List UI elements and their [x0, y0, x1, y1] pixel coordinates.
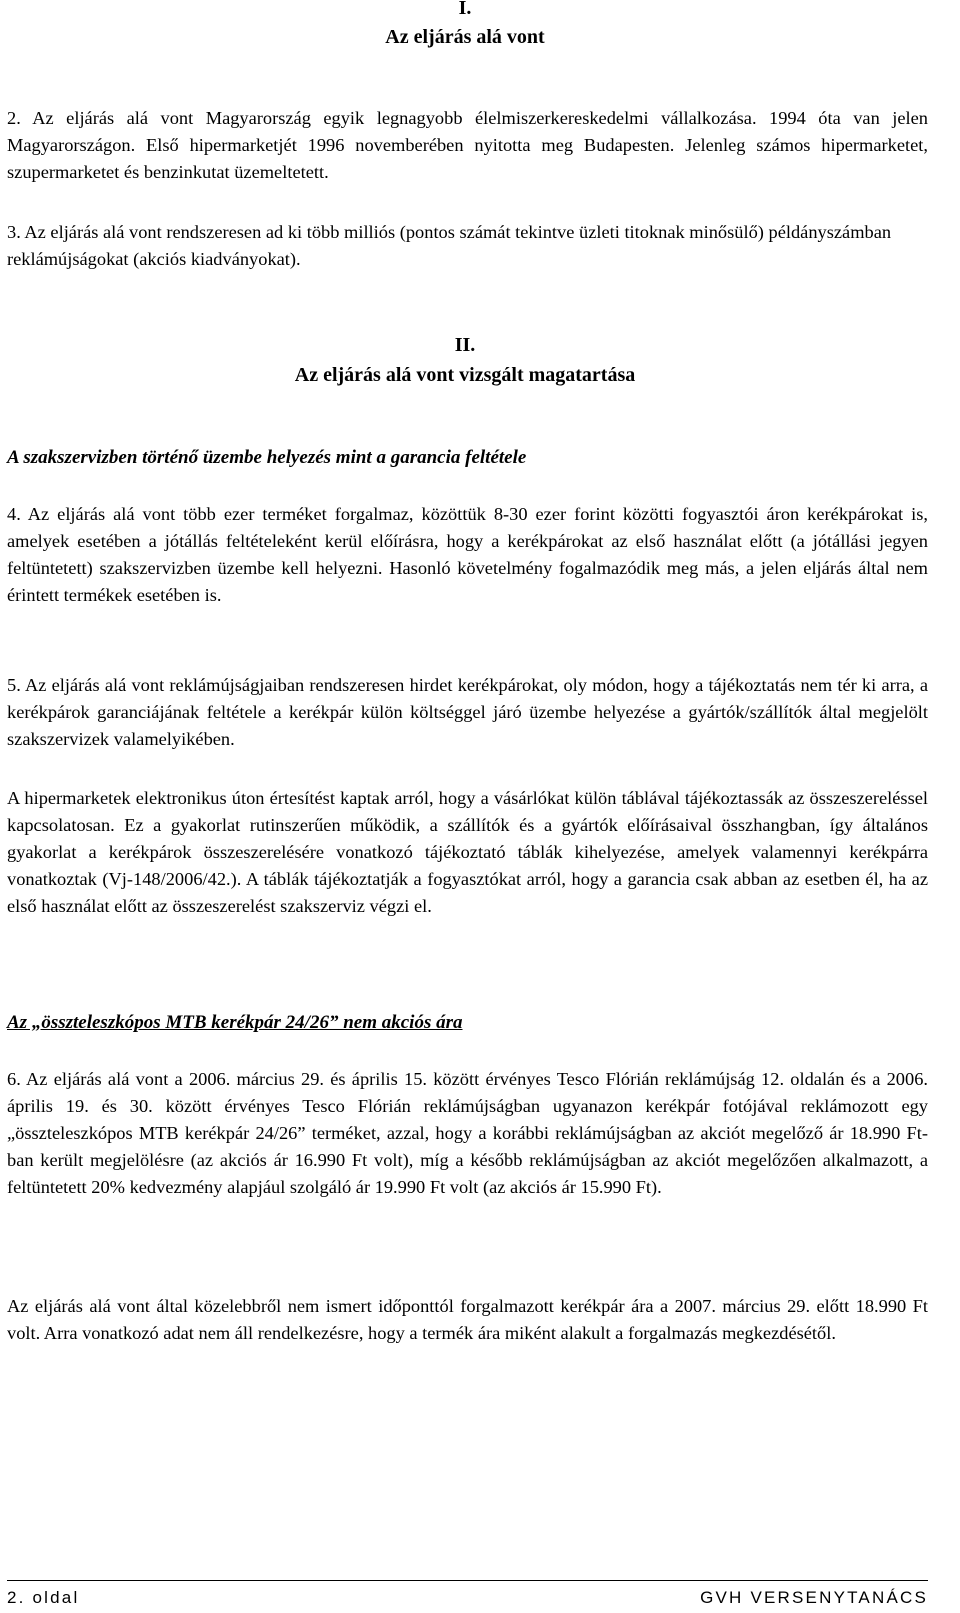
footer-organization: GVH VERSENYTANÁCS [700, 1588, 928, 1607]
footer-divider [7, 1580, 928, 1581]
paragraph-hypermarkets: A hipermarketek elektronikus úton értesítést kaptak arról, hogy a vásárlókat külön táblával tájékoztassák az összeszereléssel kapcsolatosan. Ez a gyakorlat rutinszerűen működik, a szállítók és a gyártók előírásaival összhangban, így általános gyakorlat a kerékpárok összeszerelésére vonatkozó tájékoztató táblák kihelyezése, amelyek valamennyi kerékpárra vonatkoztak (Vj-148/2006/42.). A táblák tájékoztatják a fogyasztókat arról, hogy a garancia csak abban az esetben él, ha az első használat előtt az összeszerelést szakszerviz végzi el. [7, 788, 928, 917]
paragraph-6: 6. Az eljárás alá vont a 2006. március 29. és április 15. között érvényes Tesco Flórián reklámújság 12. oldalán és a 2006. április 19. és 30. között érvényes Tesco Flórián reklámújságban ugyanazon kerékpár fotójával reklámozott egy „összteleszkópos MTB kerékpár 24/26” terméket, azzal, hogy a korábbi reklámújságban az akciót megelőző ár 18.990 Ft-ban került megjelölésre (az akciós ár 16.990 Ft volt), míg a később reklámújságban az akciót megelőzően alkalmazott, a feltüntetett 20% kedvezmény alapjául szolgáló ár 19.990 Ft volt (az akciós ár 15.990 Ft). [7, 1069, 928, 1198]
paragraph-5: 5. Az eljárás alá vont reklámújságjaiban rendszeresen hirdet kerékpárokat, oly módon, hogy a tájékoztatás nem tér ki arra, a kerékpárok garanciájának feltétele a kerékpár külön költséggel járó üzembe helyezése a gyártók/szállítók által megjelölt szakszervizek valamelyikében. [7, 675, 928, 750]
section-2-subtitle: A szakszervizben történő üzembe helyezés mint a garancia feltétele [7, 447, 527, 468]
section-3-subtitle: Az „összteleszkópos MTB kerékpár 24/26” nem akciós ára [7, 1012, 463, 1033]
section-2-title: Az eljárás alá vont vizsgált magatartása [294, 364, 636, 386]
paragraph-4: 4. Az eljárás alá vont több ezer terméket forgalmaz, közöttük 8-30 ezer forint közötti fogyasztói áron kerékpárokat is, amelyek esetében a jótállás feltételeként kerül előírásra, hogy a kerékpárokat az első használat előtt (a jótállási jegyen feltüntetett) szakszervizben üzembe kell helyezni. Hasonló követelmény fogalmazódik meg más, a jelen eljárás által nem érintett termékek esetében is. [7, 504, 928, 606]
section-2-numeral: II. [454, 334, 476, 356]
paragraph-2: 2. Az eljárás alá vont Magyarország egyik legnagyobb élelmiszerkereskedelmi vállalkozása. 1994 óta van jelen Magyarországon. Első hipermarketjét 1996 novemberében nyitotta meg Budapesten. Jelenleg számos hipermarketet, szupermarketet és benzinkutat üzemeltetett. [7, 108, 928, 183]
section-1-numeral: I. [458, 0, 472, 19]
paragraph-3: 3. Az eljárás alá vont rendszeresen ad ki több milliós (pontos számát tekintve üzleti titoknak minősülő) példányszámban reklámújságokat (akciós kiadványokat). [7, 222, 892, 270]
footer-page-number: 2. oldal [7, 1588, 80, 1607]
paragraph-price: Az eljárás alá vont által közelebbről nem ismert időponttól forgalmazott kerékpár ára a 2007. március 29. előtt 18.990 Ft volt. Arra vonatkozó adat nem áll rendelkezésre, hogy a termék ára miként alakult a forgalmazás megkezdésétől. [7, 1296, 928, 1344]
section-1-title: Az eljárás alá vont [385, 26, 545, 48]
